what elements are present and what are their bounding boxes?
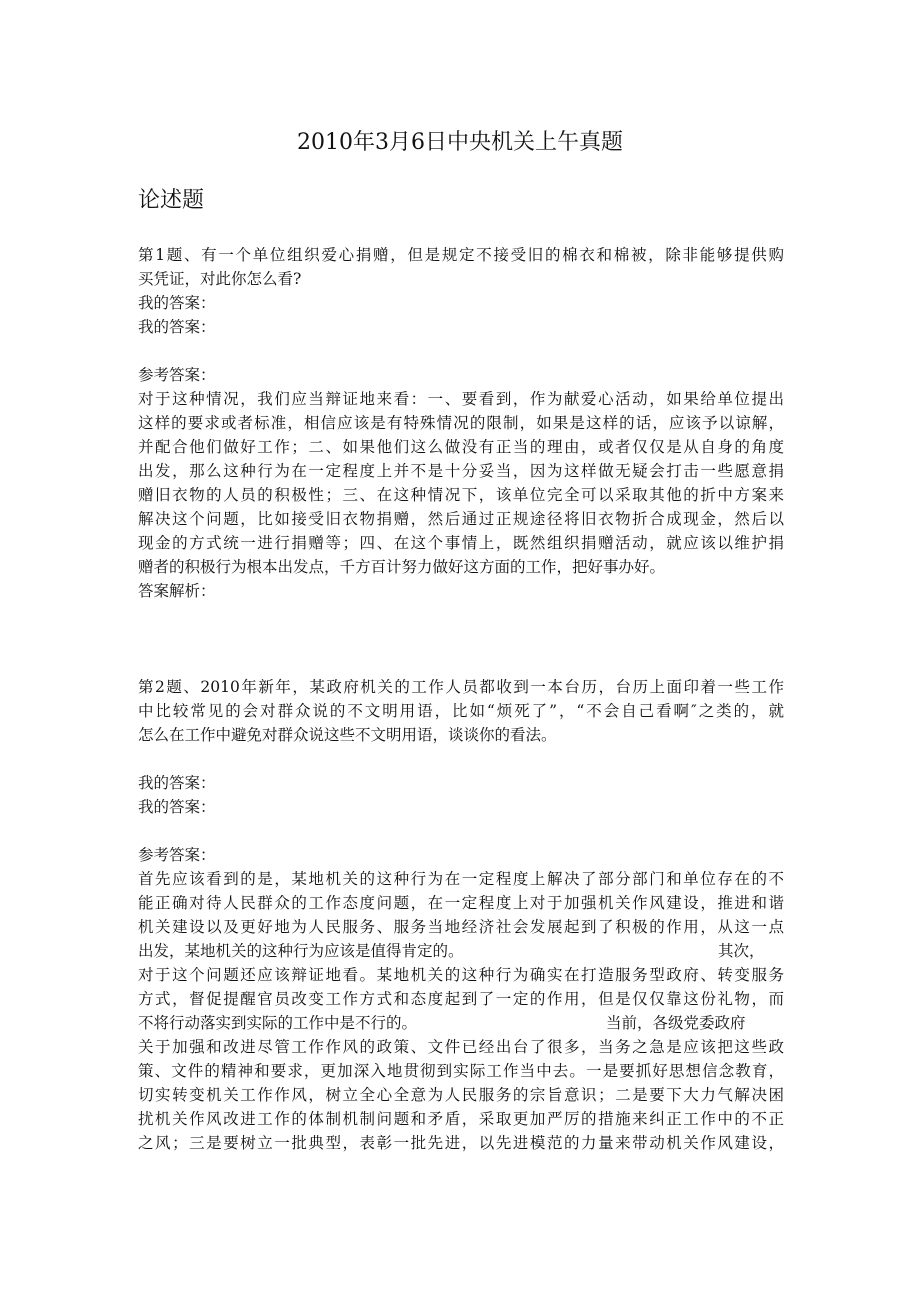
q1-answer-analysis-label: 答案解析： xyxy=(138,582,216,600)
q2-reference-answer-line: 切实转变机关工作作风，树立全心全意为人民服务的宗旨意识；二是要下大力气解决困 xyxy=(138,1086,784,1104)
q1-reference-answer-line: 并配合他们做好工作；二、如果他们这么做没有正当的理由，或者仅仅是从自身的角度 xyxy=(138,438,784,456)
q1-reference-answer-line: 这样的要求或者标准，相信应该是有特殊情况的限制，如果是这样的话，应该予以谅解， xyxy=(138,414,784,432)
q1-reference-answer-line: 解决这个问题，比如接受旧衣物捐赠，然后通过正规途径将旧衣物折合成现金，然后以 xyxy=(138,510,784,528)
q2-reference-answer-line: 关于加强和改进尽管工作作风的政策、文件已经出台了很多，当务之急是应该把这些政 xyxy=(138,1038,784,1056)
q1-my-answer-label: 我的答案： xyxy=(138,318,216,336)
question-1-text: 第1题、有一个单位组织爱心捐赠，但是规定不接受旧的棉衣和棉被，除非能够提供购 xyxy=(138,246,784,264)
q2-reference-answer-line: 方式，督促提醒官员改变工作方式和态度起到了一定的作用，但是仅仅靠这份礼物，而 xyxy=(138,990,784,1008)
question-1-text: 买凭证，对此你怎么看? xyxy=(138,270,302,288)
q2-my-answer-label: 我的答案： xyxy=(138,774,216,792)
section-heading: 论述题 xyxy=(138,188,205,213)
q2-reference-answer-line: 机关建设以及更好地为人民服务、服务当地经济社会发展起到了积极的作用，从这一点 xyxy=(138,918,784,936)
q2-reference-answer-line: 扰机关作风改进工作的体制机制问题和矛盾，采取更加严厉的措施来纠正工作中的不正 xyxy=(138,1110,784,1128)
q1-reference-answer-label: 参考答案： xyxy=(138,366,216,384)
q2-reference-answer-line: 当前，各级党委政府 xyxy=(606,1014,746,1032)
q2-reference-answer-line: 不将行动落实到实际的工作中是不行的。 xyxy=(138,1014,418,1032)
question-2-text: 怎么在工作中避免对群众说这些不文明用语，谈谈你的看法。 xyxy=(138,726,557,744)
q2-reference-answer-line: 之风；三是要树立一批典型，表彰一批先进，以先进模范的力量来带动机关作风建设， xyxy=(138,1134,784,1152)
q1-reference-answer-line: 对于这种情况，我们应当辩证地来看：一、要看到，作为献爱心活动，如果给单位提出 xyxy=(138,390,784,408)
q2-reference-answer-line: 对于这个问题还应该辩证地看。某地机关的这种行为确实在打造服务型政府、转变服务 xyxy=(138,966,784,984)
q2-reference-answer-line: 其次， xyxy=(718,942,765,960)
q2-reference-answer-line: 首先应该看到的是，某地机关的这种行为在一定程度上解决了部分部门和单位存在的不 xyxy=(138,870,784,888)
q2-reference-answer-line: 出发，某地机关的这种行为应该是值得肯定的。 xyxy=(138,942,464,960)
q1-reference-answer-line: 赠者的积极行为根本出发点，千方百计努力做好这方面的工作，把好事办好。 xyxy=(138,558,666,576)
q1-reference-answer-line: 赠旧衣物的人员的积极性；三、在这种情况下，该单位完全可以采取其他的折中方案来 xyxy=(138,486,784,504)
question-2-text: 第2题、2010年新年，某政府机关的工作人员都收到一本台历，台历上面印着一些工作 xyxy=(138,678,784,696)
document-title: 2010年3月6日中央机关上午真题 xyxy=(297,130,623,155)
q2-reference-answer-label: 参考答案： xyxy=(138,846,216,864)
q2-reference-answer-line: 能正确对待人民群众的工作态度问题，在一定程度上对于加强机关作风建设，推进和谐 xyxy=(138,894,784,912)
q2-reference-answer-line: 策、文件的精神和要求，更加深入地贯彻到实际工作当中去。一是要抓好思想信念教育， xyxy=(138,1062,784,1080)
q2-my-answer-label: 我的答案： xyxy=(138,798,216,816)
question-2-text: 中比较常见的会对群众说的不文明用语，比如“烦死了”，“不会自己看啊″之类的，就 xyxy=(138,702,784,720)
q1-reference-answer-line: 出发，那么这种行为在一定程度上并不是十分妥当，因为这样做无疑会打击一些愿意捐 xyxy=(138,462,784,480)
q1-my-answer-label: 我的答案： xyxy=(138,294,216,312)
q1-reference-answer-line: 现金的方式统一进行捐赠等；四、在这个事情上，既然组织捐赠活动，就应该以维护捐 xyxy=(138,534,784,552)
